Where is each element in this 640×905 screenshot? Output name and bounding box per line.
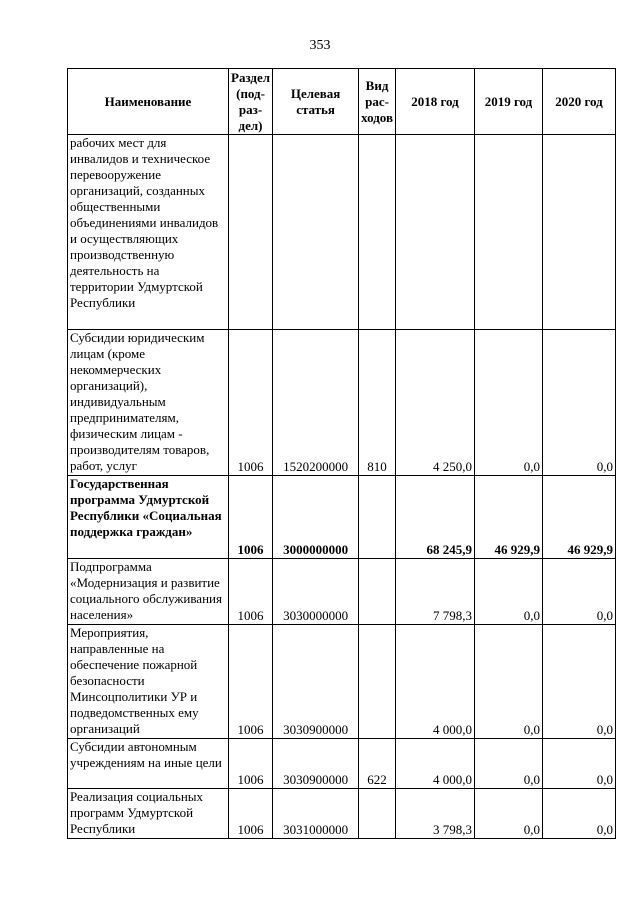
table-row xyxy=(68,330,616,476)
table-row xyxy=(68,135,616,330)
row-section: 1006 xyxy=(229,739,273,789)
row-name: Мероприятия, направленные на обеспечение пожарной безопасности Минсоцполитики УР и подведомственных ему организаций xyxy=(68,625,229,739)
header-2020: 2020 год xyxy=(542,69,615,135)
row-section: 1006 xyxy=(229,625,273,739)
page-number: 353 xyxy=(309,38,331,53)
row-section: 1006 xyxy=(229,476,273,559)
row-section xyxy=(229,135,273,330)
row-2019: 46 929,9 xyxy=(474,476,542,559)
row-2018: 4 000,0 xyxy=(395,625,474,739)
row-type xyxy=(359,789,396,839)
row-2020: 0,0 xyxy=(542,625,615,739)
row-2018: 4 000,0 xyxy=(395,739,474,789)
table-row xyxy=(68,789,616,839)
row-2020: 0,0 xyxy=(542,330,615,476)
row-2020: 46 929,9 xyxy=(542,476,615,559)
row-name: Субсидии юридическим лицам (кроме некоммерческих организаций), индивидуальным предпринимателям, физическим лицам - производителям товаров, работ, услуг xyxy=(68,330,229,476)
row-2019 xyxy=(474,135,542,330)
row-target: 1520200000 xyxy=(273,330,359,476)
row-type xyxy=(359,476,396,559)
row-2020: 0,0 xyxy=(542,789,615,839)
header-name: Наименование xyxy=(68,69,229,135)
row-2018: 3 798,3 xyxy=(395,789,474,839)
row-2018 xyxy=(395,135,474,330)
table-row xyxy=(68,625,616,739)
budget-table xyxy=(67,68,616,839)
row-target: 3030900000 xyxy=(273,625,359,739)
row-2018: 68 245,9 xyxy=(395,476,474,559)
row-2020: 0,0 xyxy=(542,559,615,625)
row-2018: 7 798,3 xyxy=(395,559,474,625)
row-target xyxy=(273,135,359,330)
row-type xyxy=(359,135,396,330)
row-2019: 0,0 xyxy=(474,330,542,476)
row-name: Государственная программа Удмуртской Республики «Социальная поддержка граждан» xyxy=(68,476,229,559)
header-2019: 2019 год xyxy=(474,69,542,135)
table-row xyxy=(68,476,616,559)
header-2018: 2018 год xyxy=(395,69,474,135)
row-type xyxy=(359,625,396,739)
row-section: 1006 xyxy=(229,559,273,625)
row-2019: 0,0 xyxy=(474,625,542,739)
row-type xyxy=(359,559,396,625)
row-name: рабочих мест для инвалидов и техническое перевооружение организаций, созданных общественными объединениями инвалидов и осуществляющих производственную деятельность на территории Удмуртской Республики xyxy=(68,135,229,330)
table-row xyxy=(68,559,616,625)
row-2020 xyxy=(542,135,615,330)
header-row xyxy=(68,69,616,135)
row-target: 3000000000 xyxy=(273,476,359,559)
row-name: Подпрограмма «Модернизация и развитие социального обслуживания населения» xyxy=(68,559,229,625)
row-2019: 0,0 xyxy=(474,789,542,839)
header-target: Целевая статья xyxy=(273,69,359,135)
row-target: 3030900000 xyxy=(273,739,359,789)
table-row xyxy=(68,739,616,789)
row-name: Субсидии автономным учреждениям на иные цели xyxy=(68,739,229,789)
row-2019: 0,0 xyxy=(474,739,542,789)
row-target: 3030000000 xyxy=(273,559,359,625)
row-name: Реализация социальных программ Удмуртской Республики xyxy=(68,789,229,839)
row-2018: 4 250,0 xyxy=(395,330,474,476)
row-2020: 0,0 xyxy=(542,739,615,789)
row-type: 810 xyxy=(359,330,396,476)
row-section: 1006 xyxy=(229,789,273,839)
row-section: 1006 xyxy=(229,330,273,476)
header-section: Раздел (под-раз-дел) xyxy=(229,69,273,135)
row-type: 622 xyxy=(359,739,396,789)
row-2019: 0,0 xyxy=(474,559,542,625)
row-target: 3031000000 xyxy=(273,789,359,839)
header-type: Вид рас-ходов xyxy=(359,69,396,135)
